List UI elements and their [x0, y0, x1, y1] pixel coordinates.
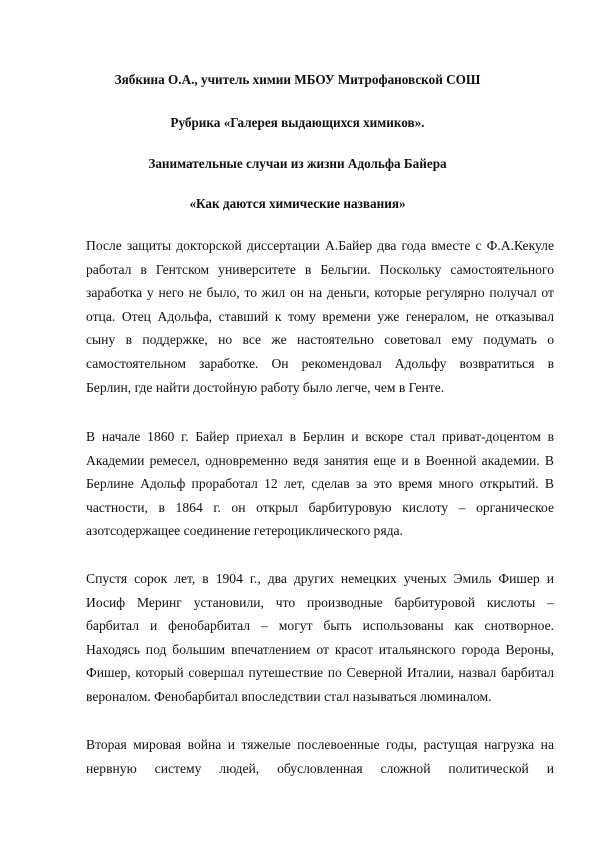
text-line: Академии ремесел, одновременно ведя занятия еще и в Военной академии. В: [86, 452, 554, 468]
text-line: Вторая мировая война и тяжелые послевоенные годы, растущая нагрузка на: [86, 737, 554, 752]
paragraph-2: [86, 425, 554, 543]
text-line: отца. Отец Адольфа, ставший к тому времени уже генералом, не отказывал: [86, 308, 554, 324]
document-title: «Как даются химические названия»: [189, 196, 406, 211]
text-line: Иосиф Меринг установили, что производные барбитуровой кислоты –: [86, 594, 554, 610]
text-line: самостоятельном заработке. Он рекомендовал Адольфу возвратиться в: [86, 355, 554, 371]
author-line: Зябкина О.А., учитель химии МБОУ Митрофановской СОШ: [114, 72, 481, 87]
subtitle-line: Занимательные случаи из жизни Адольфа Байера: [148, 156, 447, 171]
text-line: Находясь под большим впечатлением от красот итальянского города Вероны,: [86, 641, 554, 657]
paragraph-3: [86, 567, 554, 709]
text-line: Берлин, где найти достойную работу было легче, чем в Генте.: [86, 379, 445, 395]
text-line: В начале 1860 г. Байер приехал в Берлин и вскоре стал приват-доцентом в: [86, 429, 554, 444]
text-line: Фишер, который совершал путешествие по Северной Италии, назвал барбитал: [86, 665, 554, 681]
text-line: После защиты докторской диссертации А.Байер два года вместе с Ф.А.Кекуле: [86, 238, 554, 253]
text-line: барбитал и фенобарбитал – могут быть использованы как снотворное.: [86, 618, 554, 634]
paragraph-4: [86, 733, 554, 780]
text-line: сыну в поддержке, но все же настоятельно советовал ему подумать о: [86, 332, 554, 348]
rubric-line: Рубрика «Галерея выдающихся химиков».: [170, 115, 425, 130]
text-line: заработка у него не было, то жил он на деньги, которые регулярно получал от: [86, 285, 554, 301]
text-line: Берлине Адольф проработал 12 лет, сделав за это время много открытий. В: [86, 476, 554, 492]
text-line: работал в Гентском университете в Бельгии. Поскольку самостоятельного: [86, 261, 554, 277]
text-line: вероналом. Фенобарбитал впоследствии стал называться люминалом.: [86, 688, 492, 704]
text-line: частности, в 1864 г. он открыл барбитуровую кислоту – органическое: [86, 499, 554, 515]
text-line: нервную систему людей, обусловленная сложной политической и: [86, 760, 554, 776]
paragraph-1: [86, 234, 554, 399]
text-line: Спустя сорок лет, в 1904 г., два других немецких ученых Эмиль Фишер и: [86, 571, 554, 586]
text-line: азотсодержащее соединение гетероциклического ряда.: [86, 523, 403, 539]
